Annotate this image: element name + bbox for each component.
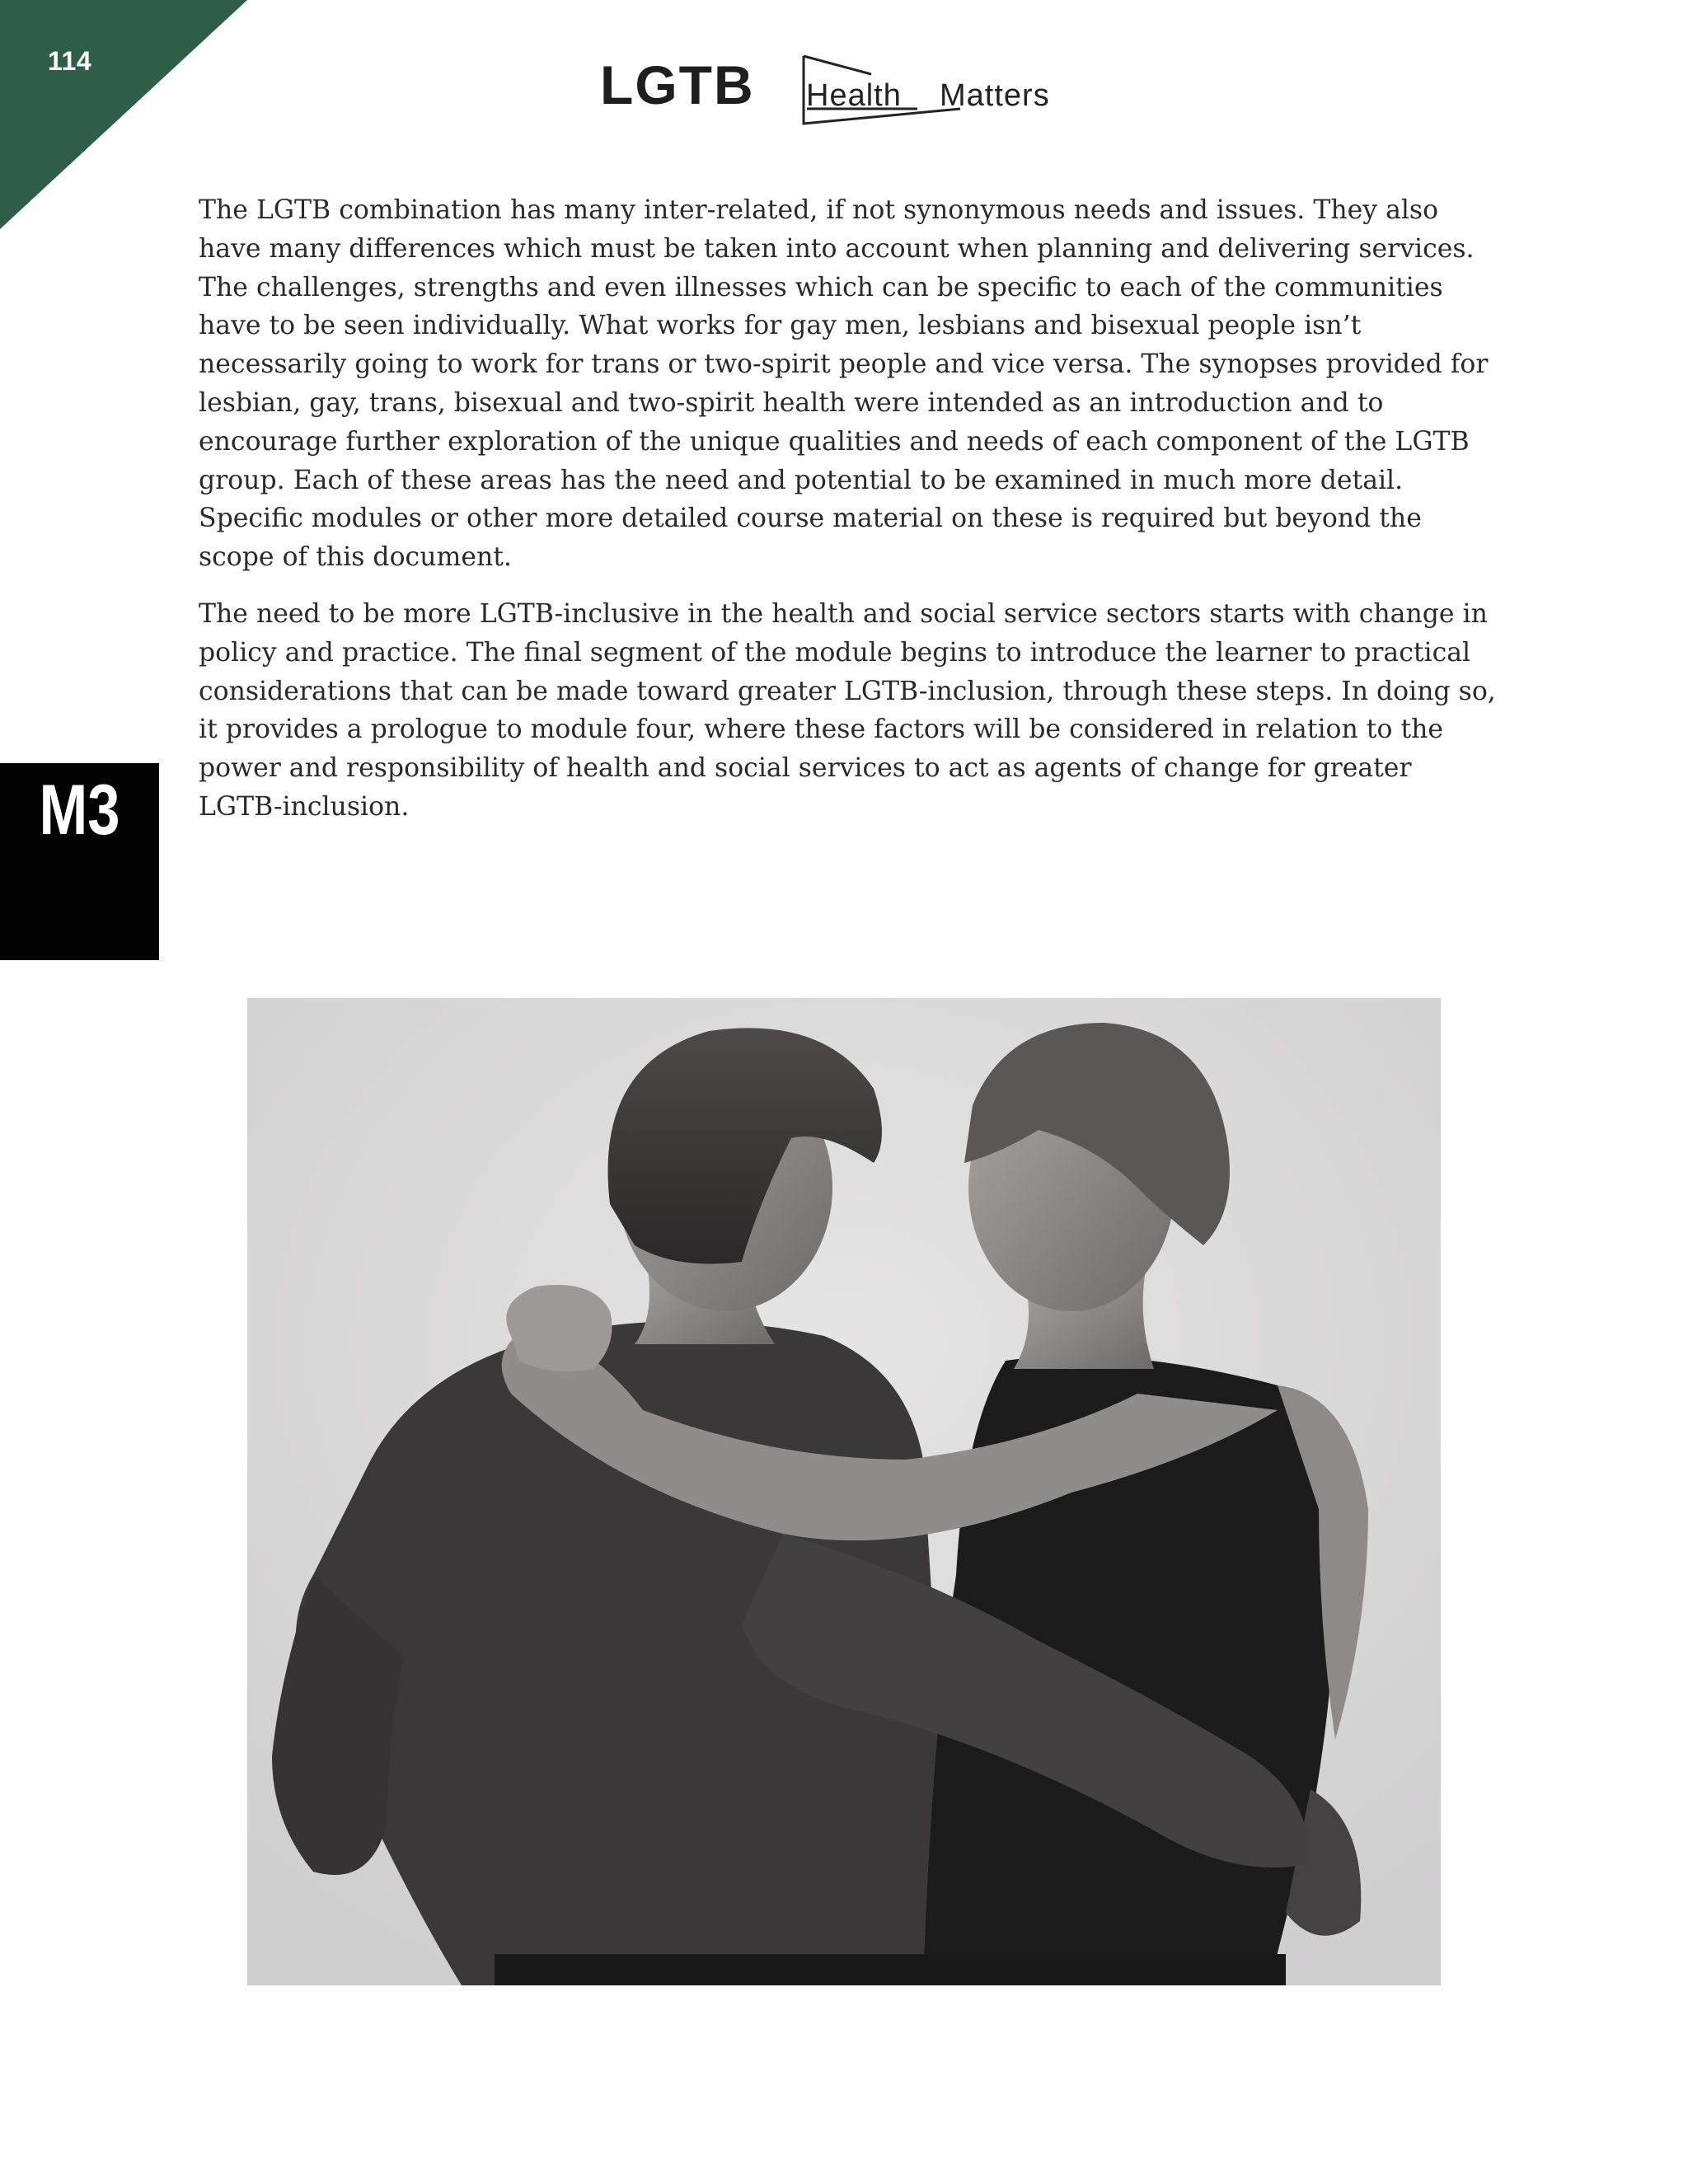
module-tab — [0, 763, 159, 960]
page-number: 114 — [48, 46, 92, 76]
module-label: M3 — [39, 771, 120, 850]
logo-health-text: Health — [806, 78, 902, 113]
logo-matters-text: Matters — [940, 78, 1050, 113]
photo-illustration — [247, 998, 1441, 1985]
photo-two-women-embracing — [247, 998, 1441, 1985]
paragraph-1: The LGTB combination has many inter-related, if not synonymous needs and issues. They also have many differences which must be taken into account when planning and delivering services. The challenges, strengths and even illnesses which can be specific to each of the communities have to be seen individually. What works for gay men, lesbians and bisexual people isn’t necessarily going to work for trans or two-spirit people and vice versa. The synopses provided for lesbian, gay, trans, bisexual and two-spirit health were intended as an introduction and to encourage further exploration of the unique qualities and needs of each component of the LGTB group. Each of these areas has the need and potential to be examined in much more detail. Specific modules or other more detailed course material on these is required but beyond the scope of this document. — [199, 195, 1489, 573]
body-text — [199, 191, 1501, 845]
paragraph-2: The need to be more LGTB-inclusive in the health and social service sectors starts with change in policy and practice. The final segment of the module begins to introduce the learner to practical considerations that can be made toward greater LGTB-inclusion, through these steps. In doing so, it provides a prologue to module four, where these factors will be considered in relation to the power and responsibility of health and social services to act as agents of change for greater LGTB-inclusion. — [199, 598, 1496, 822]
logo-lgtb-text: LGTB — [600, 54, 755, 115]
publication-logo — [600, 51, 1095, 130]
